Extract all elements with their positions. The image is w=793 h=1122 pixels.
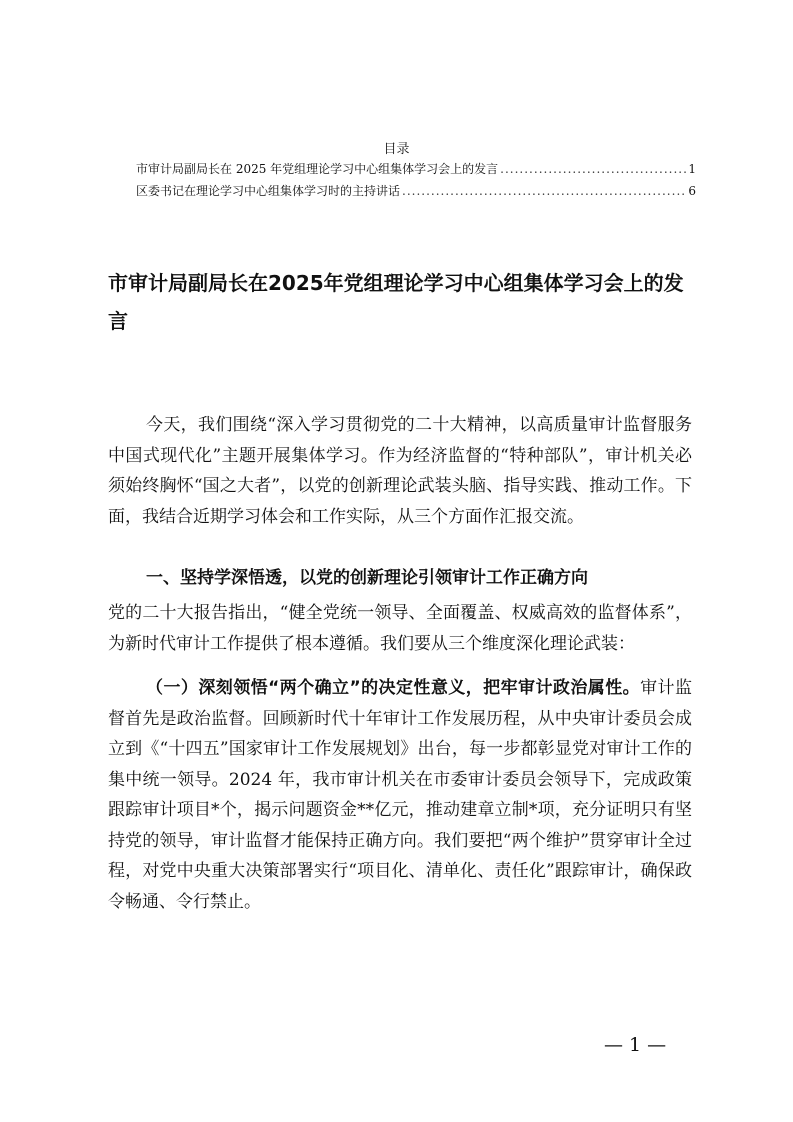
toc-leader-dots: [500, 161, 686, 178]
section-heading: 一、坚持学深悟透，以党的创新理论引领审计工作正确方向: [146, 568, 588, 588]
toc-title: 目录: [383, 142, 410, 157]
document-title: 市审计局副局长在2025年党组理论学习中心组集体学习会上的发言: [108, 271, 684, 333]
toc-leader-dots: [402, 183, 686, 200]
subsection-paragraph: [108, 673, 692, 917]
page-number: — 1 —: [604, 1034, 667, 1056]
toc-entry-page: 1: [688, 162, 696, 176]
intro-paragraph: 今天，我们围绕“深入学习贯彻党的二十大精神，以高质量审计监督服务中国式现代化”主题开展集体学习。作为经济监督的“特种部队”，审计机关必须始终胸怀“国之大者”，以党的创新理论武装头脑、指导实践、推动工作。下面，我结合近期学习体会和工作实际，从三个方面作汇报交流。: [108, 415, 692, 527]
toc-entry[interactable]: [136, 161, 696, 178]
subsection-body: 审计监督首先是政治监督。回顾新时代十年审计工作发展历程，从中央审计委员会成立到《“十四五”国家审计工作发展规划》出台，每一步都彰显党对审计工作的集中统一领导。2024 年，我市审计机关在市委审计委员会领导下，完成政策跟踪审计项目*个，揭示问题资金**亿元，推动建章立制*项，充分证明只有坚持党的领导，审计监督才能保持正确方向。我们要把“两个维护”贯穿审计全过程，对党中央重大决策部署实行“项目化、清单化、责任化”跟踪审计，确保政令畅通、令行禁止。: [108, 678, 692, 912]
toc-entry-page: 6: [688, 184, 696, 198]
section-paragraph: 党的二十大报告指出，“健全党统一领导、全面覆盖、权威高效的监督体系”，为新时代审计工作提供了根本遵循。我们要从三个维度深化理论武装：: [108, 603, 692, 654]
toc-entry-text: 市审计局副局长在 2025 年党组理论学习中心组集体学习会上的发言: [136, 162, 499, 176]
subsection-heading: （一）深刻领悟“两个确立”的决定性意义，把牢审计政治属性。: [146, 678, 641, 698]
toc-entry[interactable]: [136, 183, 696, 200]
toc-entry-text: 区委书记在理论学习中心组集体学习时的主持讲话: [136, 184, 401, 198]
